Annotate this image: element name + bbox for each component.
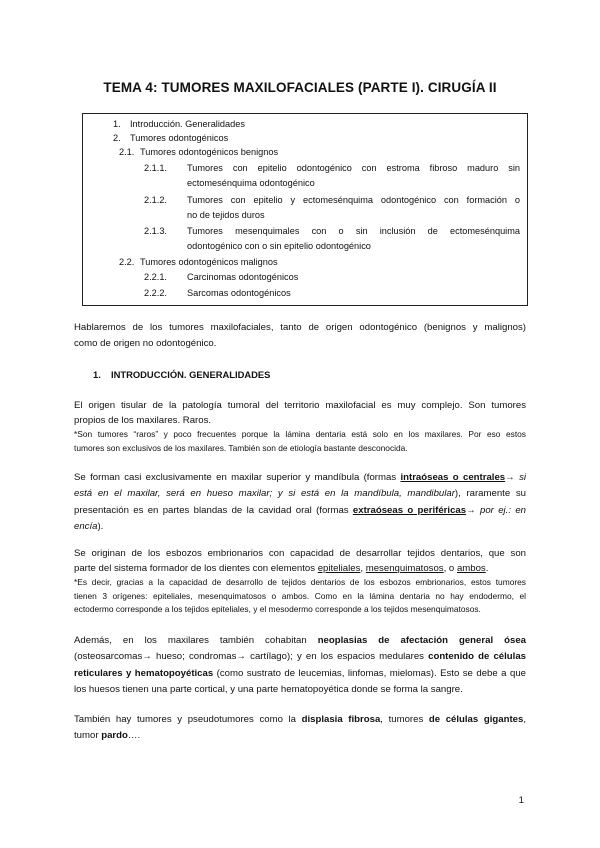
toc-line: Tumores con epitelio odontogénico con estroma fibroso maduro sin [187,163,520,173]
note-line: ectodermo corresponde a los tejidos epiteliales, y el mesodermo corresponde a los tejidos mesenquimatosos. [74,603,481,614]
text-span: tumor [74,730,102,742]
text-span: También hay tumores y pseudotumores como la [74,714,302,725]
toc-number: 2.2.2. [144,288,167,298]
bold-term: pardo [101,730,128,742]
text-span: , [360,563,366,575]
arrow: → [466,504,481,516]
toc-number: 2.2. [119,257,135,267]
text-span: (como sustrato de leucemias, linfomas, mielomas). Esto se debe a que [213,667,526,679]
text-line: los huesos tienen una parte cortical, y una parte hematopoyética donde se forma la sangre. [74,684,463,696]
toc-number: 2. [113,133,121,143]
text-line: Hablaremos de los tumores maxilofaciales, tanto de origen odontogénico (benignos y malignos) [74,322,526,333]
text-line [74,470,526,486]
bold-term: reticulares y hematopoyéticas [74,667,214,679]
text-span: , o [443,563,457,575]
text-line [74,666,526,682]
section-title: INTRODUCCIÓN. GENERALIDADES [111,369,271,380]
toc-item-2-1-2 [187,195,520,221]
paragraph-coexisting [74,633,526,699]
text-line: como de origen no odontogénico. [74,338,217,350]
toc-item-2-1-1 [187,163,520,189]
toc-line: ectomesénquima odontogénico [187,178,315,189]
toc-number: 2.1.3. [144,226,167,236]
text-span: , tumores [380,714,429,725]
italic-text: encía [74,521,98,533]
toc-line: odontogénico con o sin epitelio odontogénico [187,241,371,252]
paragraph-location [74,470,526,536]
paragraph-pseudotumors [74,712,526,745]
toc-line: Tumores mesenquimales con o sin inclusión de ectomesénquima [187,226,520,236]
text-span: (osteosarcomas→ hueso; condromas→ cartílago); y en los espacios medulares [74,651,429,663]
bold-term: neoplasias de afectación general ósea [317,635,526,646]
table-of-contents [82,113,528,306]
toc-number: 2.1. [119,147,135,157]
text-line [74,649,526,665]
bold-term: contenido de células [428,651,526,663]
toc-item-2-1-3 [187,226,520,252]
toc-item-introduction: Introducción. Generalidades [130,119,245,129]
note-line: tumores son exclusivos de los maxilares. También son de etiología bastante desconocida. [74,442,408,453]
text-span: , [523,714,526,725]
text-line [74,728,526,744]
text-line [74,633,526,649]
text-line [74,712,526,728]
text-span: presentación es en partes blandas de la cavidad oral (formas [74,504,353,516]
text-span: …. [127,730,141,742]
note-line: *Son tumores “raros” y poco frecuentes porque la lámina dentaria está solo en los maxilares. Por eso estos [74,429,526,440]
toc-line: Tumores con epitelio y ectomesénquima odontogénico con formación o [187,195,520,205]
text-line: propios de los maxilares. Raros. [74,415,212,427]
underlined-term: ambos [456,563,486,575]
toc-number: 2.2.1. [144,272,167,282]
toc-line: no de tejidos duros [187,210,265,221]
toc-number: 1. [113,119,121,129]
italic-text: por ej.: en [480,504,526,516]
text-span: Además, en los maxilares también cohabitan [74,635,318,646]
note-line: tienen 3 orígenes: epiteliales, mesenquimatosos o ambos. Como en la lámina dentaria no hay endodermo, el [74,590,526,601]
text-line [74,519,526,535]
toc-number: 2.1.1. [144,163,167,173]
toc-number: 2.1.2. [144,195,167,205]
text-span: ). [97,521,104,533]
page-number: 1 [518,795,524,806]
text-line: El origen tisular de la patología tumoral del territorio maxilofacial es muy complejo. Son tumores [74,400,526,411]
section-heading [93,369,270,380]
underlined-term: intraóseas o centrales [400,472,506,483]
document-title: TEMA 4: TUMORES MAXILOFACIALES (PARTE I). CIRUGÍA II [103,80,497,95]
text-span: Se forman casi exclusivamente en maxilar superior y mandíbula (formas [74,472,401,483]
underlined-term: extraóseas o periféricas [352,504,467,516]
text-line: Se originan de los esbozos embrionarios con capacidad de desarrollar tejidos dentarios, que son [74,548,526,559]
bold-term: de células gigantes [428,714,524,725]
text-line [74,503,526,519]
paragraph-embryonic [74,546,526,616]
section-number: 1. [93,369,101,380]
arrow: → [505,472,520,483]
toc-item-carcinomas: Carcinomas odontogénicos [187,272,299,282]
note-line: *Es decir, gracias a la capacidad de desarrollo de tejidos dentarios de los esbozos embrionarios, estos tumores [74,577,526,588]
toc-item-malignant: Tumores odontogénicos malignos [140,257,278,267]
underlined-term: epiteliales [317,563,361,575]
underlined-term: mesenquimatosos [365,563,444,575]
bold-term: displasia fibrosa [301,714,381,725]
text-line [74,486,526,502]
toc-item-benign: Tumores odontogénicos benignos [140,147,279,157]
text-span: . [485,563,489,575]
text-span: ), raramente su [454,488,526,500]
italic-text: si [519,472,526,483]
paragraph-origin [74,398,526,455]
text-span: parte del sistema formador de los dientes con elementos [74,563,318,575]
toc-item-odontogenic-tumors: Tumores odontogénicos [130,133,229,143]
italic-text: está en el maxilar, será en hueso maxilar; y si está en la mandíbula, mandibular [74,488,455,500]
toc-item-sarcomas: Sarcomas odontogénicos [187,288,291,298]
text-line [74,562,526,576]
intro-paragraph [74,320,526,353]
